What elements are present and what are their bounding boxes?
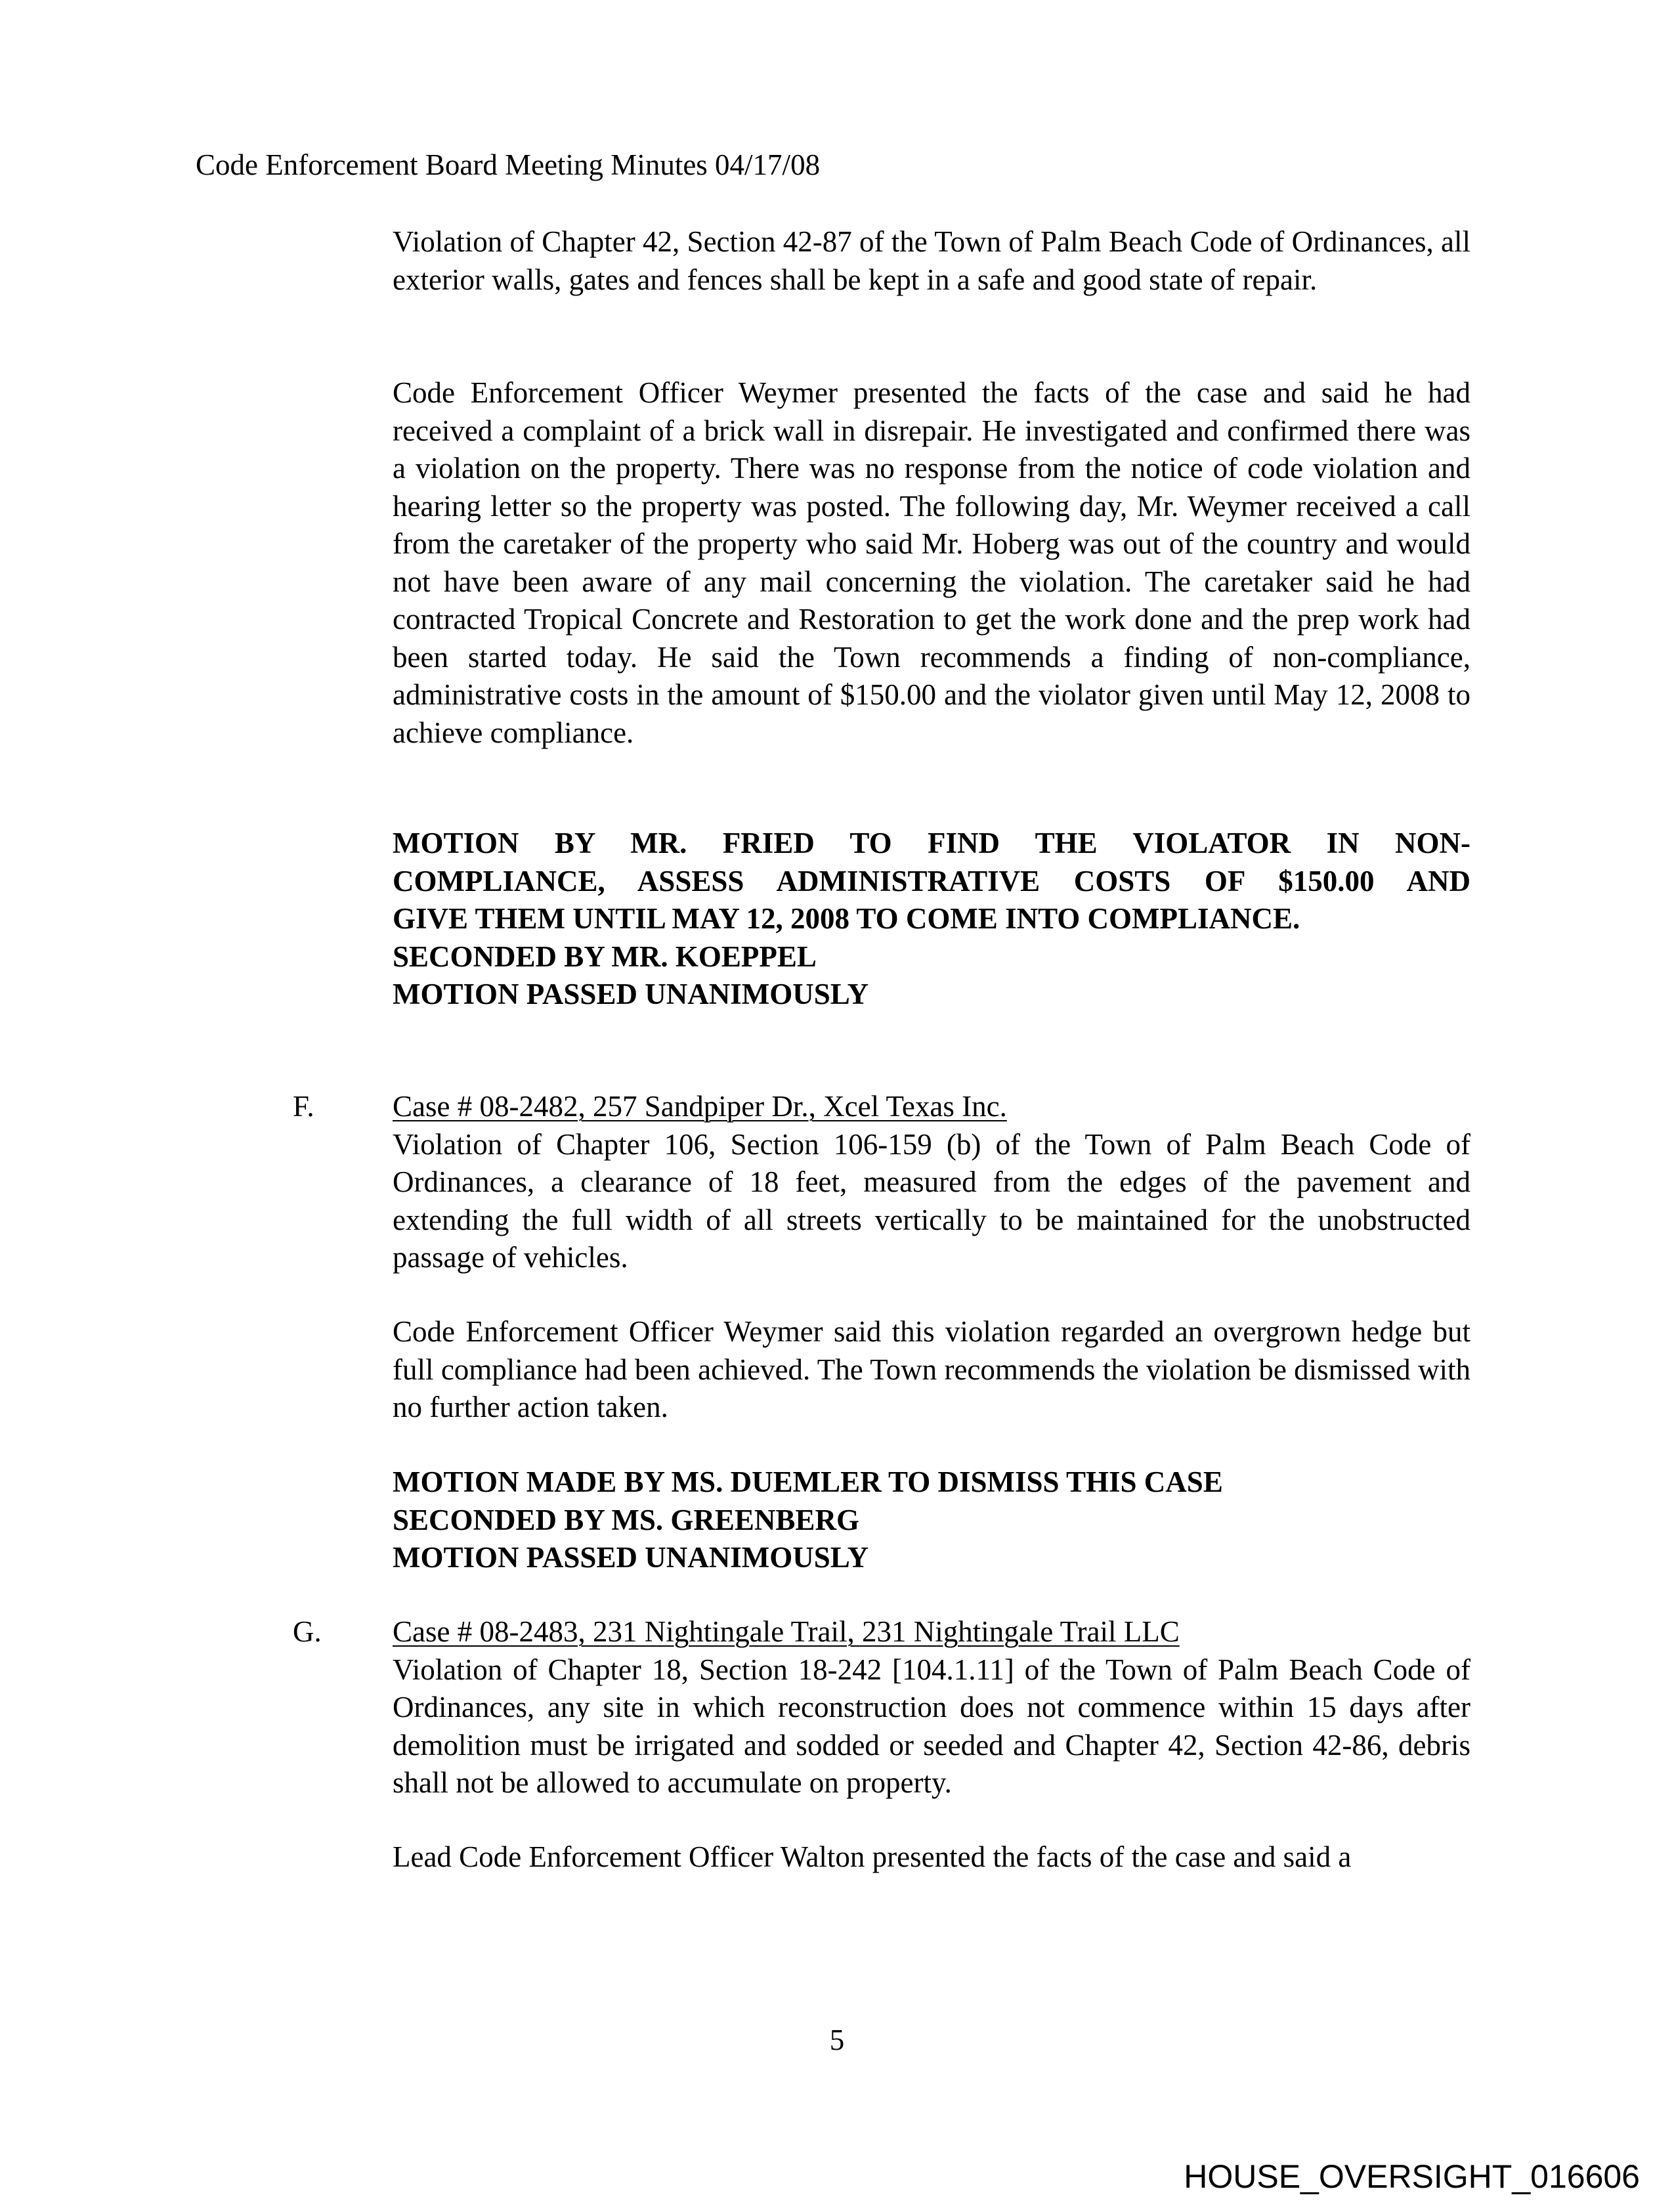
violation-paragraph-continued: Violation of Chapter 42, Section 42-87 of the Town of Palm Beach Code of Ordinances, all exterior walls, gates and fences shall be kept in a safe and good state of repair. [393, 225, 1470, 296]
motion-line: MOTION BY MR. FRIED TO FIND THE VIOLATOR IN NON- [393, 827, 1470, 859]
page-header: Code Enforcement Board Meeting Minutes 04/17/08 [196, 148, 821, 181]
motion-block-continued [393, 825, 1470, 1014]
motion-line: MOTION MADE BY MS. DUEMLER TO DISMISS THIS CASE [393, 1465, 1223, 1498]
seconded-line: SECONDED BY MS. GREENBERG [393, 1503, 859, 1536]
case-g-violation: Violation of Chapter 18, Section 18-242 [104.1.11] of the Town of Palm Beach Code of Ordinances, any site in which reconstruction does not commence within 15 days after demolition must be irrigated and sodded or seeded and Chapter 42, Section 42-86, debris shall not be allowed to accumulate on property. [393, 1653, 1470, 1799]
motion-line: COMPLIANCE, ASSESS ADMINISTRATIVE COSTS OF $150.00 AND [393, 864, 1470, 898]
case-g-facts: Lead Code Enforcement Officer Walton presented the facts of the case and said a [393, 1840, 1352, 1873]
motion-line: GIVE THEM UNTIL MAY 12, 2008 TO COME INTO COMPLIANCE. [393, 902, 1300, 935]
case-f-section [393, 1088, 1470, 1277]
case-g-section [393, 1613, 1470, 1802]
bates-number: HOUSE_OVERSIGHT_016606 [1184, 2158, 1640, 2195]
case-f-violation: Violation of Chapter 106, Section 106-159 (b) of the Town of Palm Beach Code of Ordinances, a clearance of 18 feet, measured from the edges of the pavement and extending the full width of all streets vertically to be maintained for the unobstructed passage of vehicles. [393, 1127, 1470, 1274]
facts-paragraph-continued: Code Enforcement Officer Weymer presented the facts of the case and said he had received a complaint of a brick wall in disrepair. He investigated and confirmed there was a violation on the property. There was no response from the notice of code violation and hearing letter so the property was posted. The following day, Mr. Weymer received a call from the caretaker of the property who said Mr. Hoberg was out of the country and would not have been aware of any mail concerning the violation. The caretaker said he had contracted Tropical Concrete and Restoration to get the work done and the prep work had been started today. He said the Town recommends a finding of non-compliance, administrative costs in the amount of $150.00 and the violator given until May 12, 2008 to achieve compliance. [393, 376, 1470, 749]
seconded-line: SECONDED BY MR. KOEPPEL [393, 940, 817, 973]
case-f-motion-block [393, 1464, 1470, 1577]
item-letter-f: F. [293, 1090, 314, 1123]
case-f-facts: Code Enforcement Officer Weymer said this violation regarded an overgrown hedge but full compliance had been achieved. The Town recommends the violation be dismissed with no further action taken. [393, 1315, 1470, 1423]
motion-result-line: MOTION PASSED UNANIMOUSLY [393, 978, 869, 1010]
case-g-title: Case # 08-2483, 231 Nightingale Trail, 231 Nightingale Trail LLC [393, 1615, 1180, 1648]
motion-result-line: MOTION PASSED UNANIMOUSLY [393, 1541, 869, 1574]
page-number: 5 [829, 2024, 845, 2056]
case-f-title: Case # 08-2482, 257 Sandpiper Dr., Xcel Texas Inc. [393, 1090, 1007, 1123]
item-letter-g: G. [293, 1615, 322, 1648]
